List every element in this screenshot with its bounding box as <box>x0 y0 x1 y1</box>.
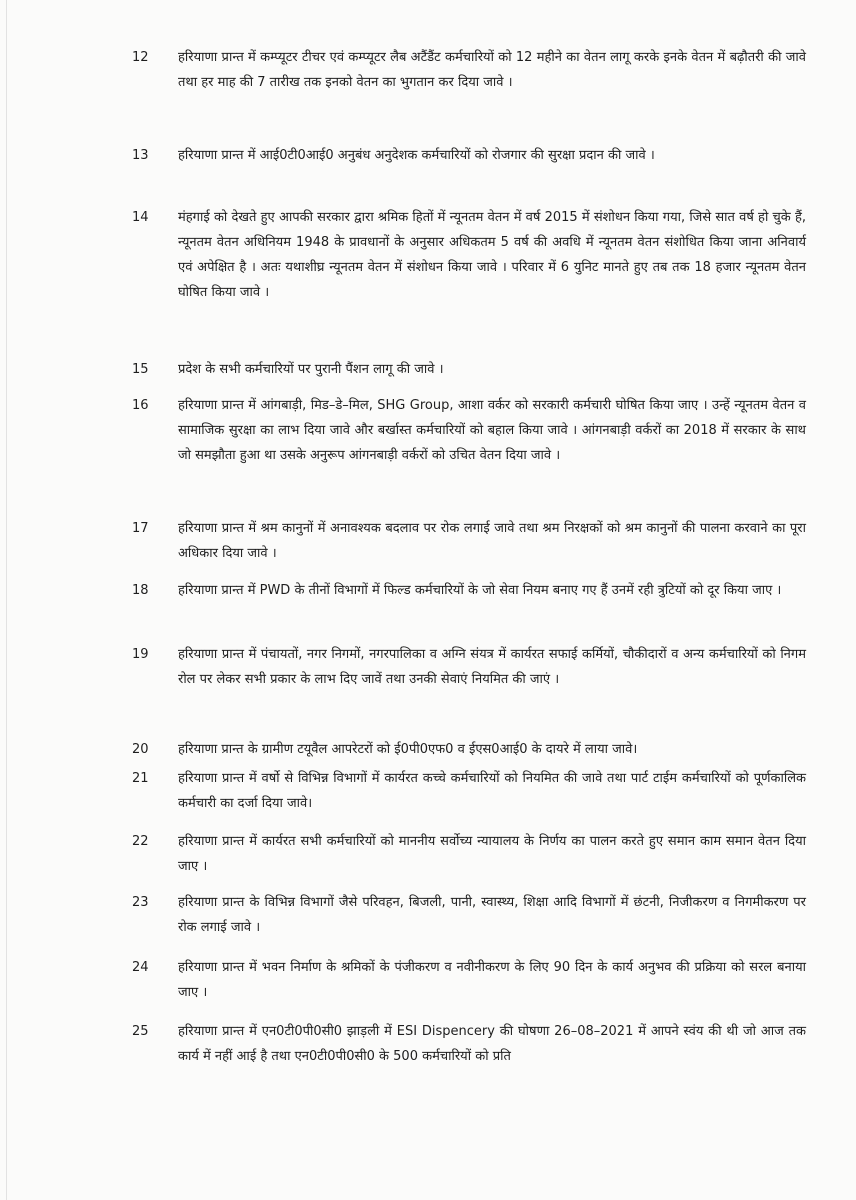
item-number: 19 <box>132 647 149 662</box>
item-number: 23 <box>132 895 149 910</box>
item-number: 18 <box>132 583 149 598</box>
item-number: 12 <box>132 50 149 65</box>
item-number: 25 <box>132 1024 149 1039</box>
item-text: हरियाणा प्रान्त में PWD के तीनों विभागों में फिल्ड कर्मचारियों के जो सेवा नियम बनाए गए हैं उनमें रही त्रुटियों को दूर किया जाए । <box>178 583 782 598</box>
item-number: 14 <box>132 210 149 225</box>
item-number: 17 <box>132 521 149 536</box>
item-text: हरियाणा प्रान्त में भवन निर्माण के श्रमिकों के पंजीकरण व नवीनीकरण के लिए 90 दिन के कार्य अनुभव की प्रक्रिया को सरल बनाया जाए । <box>178 960 806 1000</box>
item-text: हरियाणा प्रान्त में पंचायतों, नगर निगमों, नगरपालिका व अग्नि संयत्र में कार्यरत सफाई कर्मियों, चौकीदारों व अन्य कर्मचारियों को निगम रोल पर लेकर सभी प्रकार के लाभ दिए जावें तथा उनकी सेवाएं नियमित की जाएं । <box>178 647 806 687</box>
item-number: 15 <box>132 362 149 377</box>
item-number: 20 <box>132 742 149 757</box>
item-text: हरियाणा प्रान्त में श्रम कानुनों में अनावश्यक बदलाव पर रोक लगाई जावे तथा श्रम निरक्षकों को श्रम कानुनों की पालना करवाने का पूरा अधिकार दिया जावे । <box>178 521 806 561</box>
item-number: 21 <box>132 771 149 786</box>
item-text: हरियाणा प्रान्त में कार्यरत सभी कर्मचारियों को माननीय सर्वोच्य न्यायालय के निर्णय का पालन करते हुए समान काम समान वेतन दिया जाए । <box>178 834 806 874</box>
item-number: 16 <box>132 398 149 413</box>
item-text: हरियाणा प्रान्त में आंगबाड़ी, मिड–डे–मिल, SHG Group, आशा वर्कर को सरकारी कर्मचारी घोषित किया जाए । उन्हें न्यूनतम वेतन व सामाजिक सुरक्षा का लाभ दिया जावे और बर्खास्त कर्मचारियों को बहाल किया जावे । आंगनबाड़ी वर्करों का 2018 में सरकार के साथ जो समझौता हुआ था उसके अनुरूप आंगनबाड़ी वर्करों को उचित वेतन दिया जावे । <box>178 398 806 463</box>
item-text: हरियाणा प्रान्त में आई0टी0आई0 अनुबंध अनुदेशक कर्मचारियों को रोजगार की सुरक्षा प्रदान की जावे । <box>178 148 655 163</box>
item-number: 24 <box>132 960 149 975</box>
item-text: हरियाणा प्रान्त के ग्रामीण टयूवैल आपरेटरों को ई0पी0एफ0 व ईएस0आई0 के दायरे में लाया जावे। <box>178 742 638 757</box>
item-number: 22 <box>132 834 149 849</box>
item-number: 13 <box>132 148 149 163</box>
item-text: हरियाणा प्रान्त में कम्प्यूटर टीचर एवं कम्प्यूटर लैब अटैंडैंट कर्मचारियों को 12 महीने का वेतन लागू करके इनके वेतन में बढ़ौतरी की जावे तथा हर माह की 7 तारीख तक इनको वेतन का भुगतान कर दिया जावे । <box>178 50 806 90</box>
item-text: मंहगाई को देखते हुए आपकी सरकार द्वारा श्रमिक हितों में न्यूनतम वेतन में वर्ष 2015 में संशोधन किया गया, जिसे सात वर्ष हो चुके हैं, न्यूनतम वेतन अधिनियम 1948 के प्रावधानों के अनुसार अधिकतम 5 वर्ष की अवधि में न्यूनतम वेतन संशोधित किया जाना अनिवार्य एवं अपेक्षित है । अतः यथाशीघ्र न्यूनतम वेतन में संशोधन किया जावे । परिवार में 6 युनिट मानते हुए तब तक 18 हजार न्यूनतम वेतन घोषित किया जावे । <box>178 210 806 300</box>
item-text: हरियाणा प्रान्त में वर्षो से विभिन्न विभागों में कार्यरत कच्चे कर्मचारियों को नियमित की जावे तथा पार्ट टाईम कर्मचारियों को पूर्णकालिक कर्मचारी का दर्जा दिया जावे। <box>178 771 806 811</box>
item-text: हरियाणा प्रान्त के विभिन्न विभागों जैसे परिवहन, बिजली, पानी, स्वास्थ्य, शिक्षा आदि विभागों में छंटनी, निजीकरण व निगमीकरण पर रोक लगाई जावे । <box>178 895 806 935</box>
item-text: हरियाणा प्रान्त में एन0टी0पी0सी0 झाड़ली में ESI Dispencery की घोषणा 26–08–2021 में आपने स्वंय की थी जो आज तक कार्य में नहीं आई है तथा एन0टी0पी0सी0 के 500 कर्मचारियों को प्रति <box>178 1024 806 1064</box>
item-text: प्रदेश के सभी कर्मचारियों पर पुरानी पैंशन लागू की जावे । <box>178 362 444 377</box>
